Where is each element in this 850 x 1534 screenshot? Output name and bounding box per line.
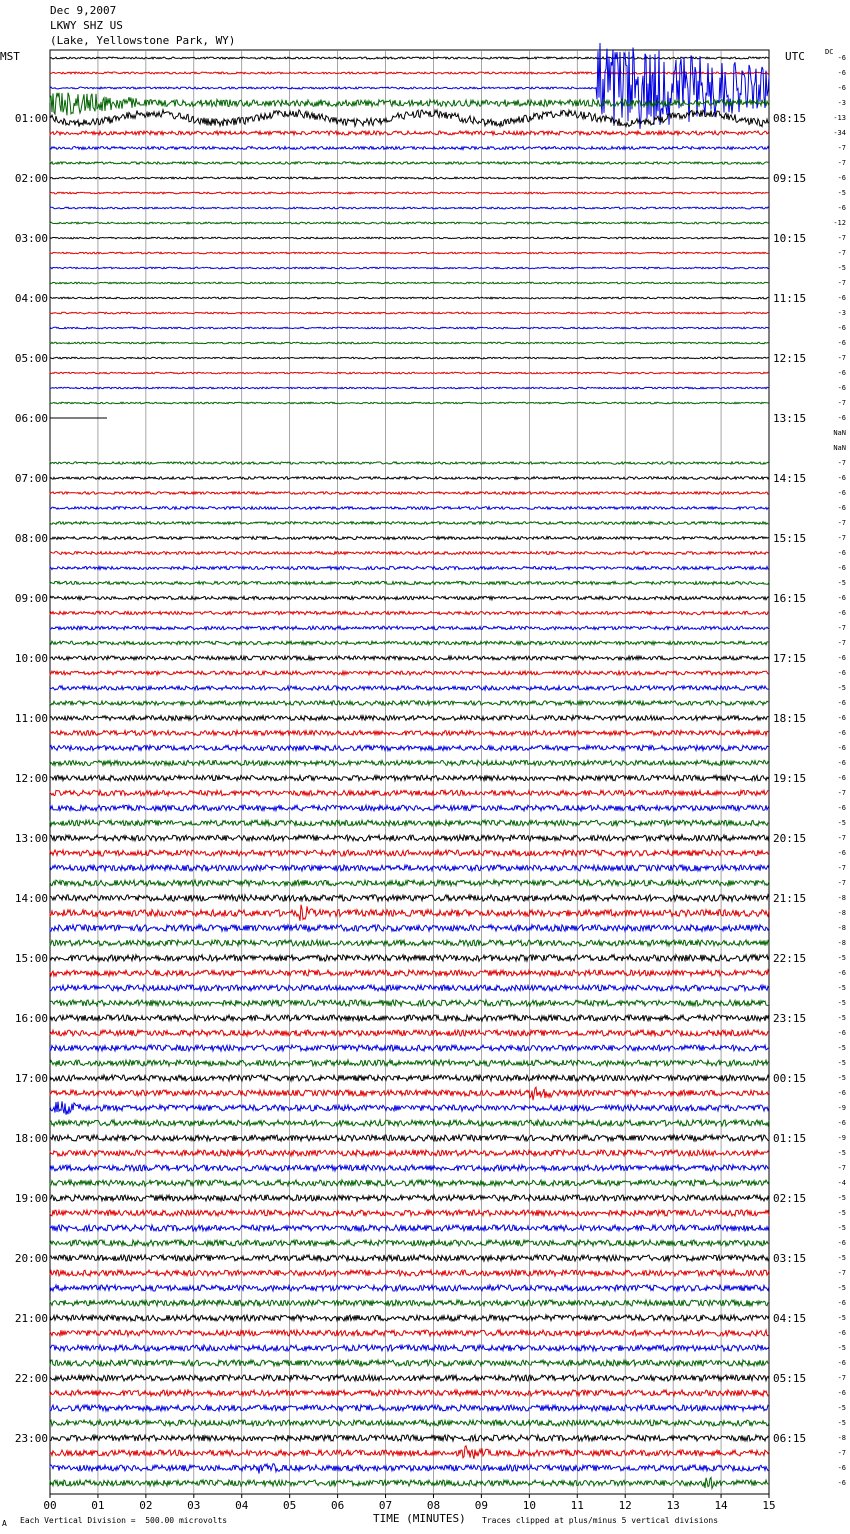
- left-hour-label: 22:00: [14, 1372, 48, 1385]
- scale-note: Each Vertical Division = 500.00 microvolts: [20, 1516, 228, 1525]
- row-offset-label: -6: [837, 669, 846, 677]
- seismic-trace: [50, 1150, 769, 1156]
- left-hour-label: 13:00: [14, 832, 48, 845]
- row-offset-label: -7: [837, 279, 846, 287]
- row-offset-label: -6: [837, 384, 846, 392]
- seismic-trace: [50, 1165, 769, 1171]
- row-offset-label: -7: [837, 354, 846, 362]
- seismic-trace: [50, 671, 769, 675]
- row-offset-label: -5: [837, 999, 846, 1007]
- x-tick-label: 03: [187, 1499, 201, 1512]
- x-tick-label: 14: [714, 1499, 728, 1512]
- row-offset-label: -6: [837, 1329, 846, 1337]
- row-offset-label: -7: [837, 1374, 846, 1382]
- row-offset-label: -5: [837, 1149, 846, 1157]
- seismic-trace: [50, 805, 769, 811]
- row-offset-label: -7: [837, 879, 846, 887]
- row-offset-label: -9: [837, 1104, 846, 1112]
- row-offset-label: -6: [837, 54, 846, 62]
- row-offset-label: -6: [837, 804, 846, 812]
- row-offset-label: -4: [837, 1179, 846, 1187]
- row-offset-label: -6: [837, 714, 846, 722]
- row-offset-label: -6: [837, 69, 846, 77]
- seismic-trace: [50, 880, 769, 886]
- right-hour-label: 03:15: [773, 1252, 807, 1265]
- row-offset-label: -5: [837, 1404, 846, 1412]
- seismic-trace: [50, 611, 769, 614]
- seismic-trace: [50, 905, 769, 921]
- seismic-trace: [50, 1300, 769, 1306]
- row-offset-label: -6: [837, 1479, 846, 1487]
- row-offset-label: -6: [837, 609, 846, 617]
- x-tick-label: 15: [762, 1499, 776, 1512]
- seismic-trace: [50, 72, 769, 74]
- row-offset-label: -6: [837, 1089, 846, 1097]
- seismic-trace: [50, 1087, 769, 1100]
- row-offset-label: -8: [837, 909, 846, 917]
- seismic-trace: [50, 641, 769, 645]
- row-offset-label: -6: [837, 489, 846, 497]
- left-hour-label: 06:00: [14, 412, 48, 425]
- x-tick-label: 11: [570, 1499, 584, 1512]
- left-hour-label: 21:00: [14, 1312, 48, 1325]
- right-hour-label: 14:15: [773, 472, 807, 485]
- left-hour-label: 03:00: [14, 232, 48, 245]
- row-offset-label: -6: [837, 84, 846, 92]
- row-offset-label: -6: [837, 504, 846, 512]
- row-offset-label: -7: [837, 639, 846, 647]
- seismic-trace: [50, 1478, 769, 1489]
- row-offset-label: -3: [837, 99, 846, 107]
- row-offset-label: -9: [837, 1134, 846, 1142]
- left-hour-label: 08:00: [14, 532, 48, 545]
- seismic-trace: [50, 462, 769, 464]
- seismic-trace: [50, 357, 769, 359]
- row-offset-label: -5: [837, 189, 846, 197]
- row-offset-label: -5: [837, 1284, 846, 1292]
- right-hour-label: 01:15: [773, 1132, 807, 1145]
- seismic-trace: [50, 1045, 769, 1051]
- seismic-trace: [50, 1345, 769, 1351]
- row-offset-label: -6: [837, 594, 846, 602]
- row-offset-label: -6: [837, 339, 846, 347]
- right-hour-label: 04:15: [773, 1312, 807, 1325]
- row-offset-label: -7: [837, 1449, 846, 1457]
- x-axis-title: TIME (MINUTES): [373, 1512, 466, 1525]
- seismic-trace: [50, 760, 769, 765]
- seismic-trace: [50, 402, 769, 404]
- plot-frame: [50, 50, 769, 1494]
- seismic-trace: [50, 207, 769, 209]
- row-offset-label: -3: [837, 309, 846, 317]
- seismic-trace: [50, 865, 769, 871]
- seismic-trace: [50, 552, 769, 555]
- seismic-trace: [50, 387, 769, 389]
- seismic-trace: [50, 1270, 769, 1276]
- seismic-trace: [50, 1101, 769, 1114]
- left-hour-label: 11:00: [14, 712, 48, 725]
- seismic-trace: [50, 1120, 769, 1126]
- row-offset-label: -6: [837, 414, 846, 422]
- x-tick-label: 12: [618, 1499, 632, 1512]
- seismic-trace: [50, 1060, 769, 1066]
- seismic-trace: [50, 1375, 769, 1381]
- seismic-trace: [50, 327, 769, 329]
- left-hour-label: 19:00: [14, 1192, 48, 1205]
- right-hour-label: 11:15: [773, 292, 807, 305]
- x-tick-label: 05: [283, 1499, 297, 1512]
- row-offset-label: -7: [837, 624, 846, 632]
- seismic-trace: [50, 775, 769, 780]
- row-offset-label: -6: [837, 654, 846, 662]
- row-offset-label: -6: [837, 729, 846, 737]
- row-offset-label: -7: [837, 159, 846, 167]
- row-offset-label: -6: [837, 849, 846, 857]
- left-hour-label: 01:00: [14, 112, 48, 125]
- left-hour-label: 09:00: [14, 592, 48, 605]
- row-offset-label: -7: [837, 834, 846, 842]
- seismic-trace: [50, 282, 769, 284]
- seismic-trace: [50, 267, 769, 269]
- right-hour-label: 00:15: [773, 1072, 807, 1085]
- right-hour-label: 20:15: [773, 832, 807, 845]
- row-offset-label: -5: [837, 1194, 846, 1202]
- row-offset-label: -5: [837, 1059, 846, 1067]
- seismic-trace: [50, 716, 769, 721]
- seismic-trace: [50, 1075, 769, 1081]
- seismic-trace: [50, 656, 769, 660]
- x-tick-label: 10: [522, 1499, 536, 1512]
- row-offset-label: -6: [837, 699, 846, 707]
- seismic-trace: [50, 147, 769, 150]
- seismic-trace: [50, 1225, 769, 1231]
- left-hour-label: 17:00: [14, 1072, 48, 1085]
- right-hour-label: 22:15: [773, 952, 807, 965]
- row-offset-label: -7: [837, 399, 846, 407]
- row-offset-label: -5: [837, 1074, 846, 1082]
- right-hour-label: 06:15: [773, 1432, 807, 1445]
- left-timezone-label: MST: [0, 50, 20, 63]
- right-timezone-label: UTC: [785, 50, 805, 63]
- right-hour-label: 12:15: [773, 352, 807, 365]
- right-hour-label: 13:15: [773, 412, 807, 425]
- row-offset-label: -7: [837, 864, 846, 872]
- right-hour-label: 02:15: [773, 1192, 807, 1205]
- x-tick-label: 01: [91, 1499, 105, 1512]
- row-offset-label: -6: [837, 1359, 846, 1367]
- seismic-trace: [50, 940, 769, 946]
- seismic-trace: [50, 820, 769, 826]
- row-offset-label: -6: [837, 1119, 846, 1127]
- seismic-trace: [50, 1464, 769, 1474]
- left-hour-label: 14:00: [14, 892, 48, 905]
- seismic-trace: [50, 1180, 769, 1186]
- right-hour-label: 19:15: [773, 772, 807, 785]
- seismic-trace: [50, 790, 769, 795]
- seismic-trace: [50, 1195, 769, 1201]
- row-offset-label: -6: [837, 759, 846, 767]
- left-hour-label: 23:00: [14, 1432, 48, 1445]
- right-hour-label: 09:15: [773, 172, 807, 185]
- row-offset-label: -6: [837, 174, 846, 182]
- seismic-trace: [50, 1420, 769, 1426]
- row-offset-label: -7: [837, 789, 846, 797]
- seismic-trace: [50, 1390, 769, 1396]
- seismic-trace: [50, 626, 769, 630]
- right-hour-label: 18:15: [773, 712, 807, 725]
- row-offset-label: -7: [837, 234, 846, 242]
- x-tick-label: 06: [330, 1499, 345, 1512]
- row-offset-label: -12: [833, 219, 846, 227]
- seismic-trace: [50, 596, 769, 599]
- row-offset-label: -7: [837, 144, 846, 152]
- seismic-trace: [50, 970, 769, 976]
- left-hour-label: 10:00: [14, 652, 48, 665]
- x-tick-label: 08: [426, 1499, 441, 1512]
- seismic-trace: [50, 1015, 769, 1021]
- seismic-trace: [50, 1255, 769, 1261]
- seismic-trace: [50, 477, 769, 480]
- row-offset-label: -5: [837, 954, 846, 962]
- row-offset-label: -5: [837, 1014, 846, 1022]
- seismic-trace: [50, 1435, 769, 1441]
- seismic-trace: [50, 1405, 769, 1411]
- seismic-trace: [50, 1446, 769, 1459]
- right-hour-label: 05:15: [773, 1372, 807, 1385]
- seismic-trace: [50, 492, 769, 495]
- seismic-trace: [50, 686, 769, 690]
- row-offset-label: -6: [837, 744, 846, 752]
- seismic-trace: [50, 1360, 769, 1366]
- row-offset-label: -6: [837, 1299, 846, 1307]
- left-hour-label: 20:00: [14, 1252, 48, 1265]
- row-offset-label: -7: [837, 459, 846, 467]
- row-offset-label: -6: [837, 1029, 846, 1037]
- row-offset-label: -6: [837, 564, 846, 572]
- seismic-trace: [50, 955, 769, 961]
- row-offset-label: -5: [837, 1209, 846, 1217]
- row-offset-label: -6: [837, 1389, 846, 1397]
- seismic-trace: [50, 1315, 769, 1321]
- seismic-trace: [50, 522, 769, 525]
- seismic-trace: [50, 312, 769, 314]
- seismic-trace: [50, 581, 769, 584]
- row-offset-label: -5: [837, 264, 846, 272]
- row-offset-label: -7: [837, 1269, 846, 1277]
- seismic-trace: [50, 1135, 769, 1141]
- x-tick-label: 02: [139, 1499, 153, 1512]
- seismic-trace: [50, 177, 769, 179]
- seismic-trace: [50, 131, 769, 135]
- right-hour-label: 17:15: [773, 652, 807, 665]
- left-hour-label: 02:00: [14, 172, 48, 185]
- row-offset-label: -7: [837, 1164, 846, 1172]
- row-offset-label: -5: [837, 984, 846, 992]
- seismic-trace: [50, 57, 769, 59]
- row-offset-label: -6: [837, 969, 846, 977]
- seismic-trace: [50, 1330, 769, 1336]
- row-offset-label: -7: [837, 534, 846, 542]
- row-offset-label: -5: [837, 1344, 846, 1352]
- x-tick-label: 07: [378, 1499, 393, 1512]
- seismic-trace: [50, 985, 769, 991]
- row-offset-label: -7: [837, 519, 846, 527]
- left-hour-label: 05:00: [14, 352, 48, 365]
- row-offset-label: -8: [837, 1434, 846, 1442]
- right-hour-label: 08:15: [773, 112, 807, 125]
- record-date: Dec 9,2007: [50, 4, 117, 17]
- row-offset-label: -5: [837, 1314, 846, 1322]
- seismic-trace: [50, 237, 769, 239]
- left-hour-label: 12:00: [14, 772, 48, 785]
- row-offset-label: NaN: [833, 444, 846, 452]
- row-offset-label: NaN: [833, 429, 846, 437]
- right-hour-label: 16:15: [773, 592, 807, 605]
- seismic-trace: [50, 566, 769, 569]
- seismic-trace: [50, 1030, 769, 1036]
- seismic-trace: [50, 222, 769, 224]
- row-offset-label: -6: [837, 774, 846, 782]
- left-hour-label: 04:00: [14, 292, 48, 305]
- seismic-trace: [50, 507, 769, 510]
- left-hour-label: 18:00: [14, 1132, 48, 1145]
- seismic-trace: [50, 1285, 769, 1291]
- row-offset-label: -6: [837, 204, 846, 212]
- seismic-trace: [50, 297, 769, 299]
- left-hour-label: 07:00: [14, 472, 48, 485]
- row-offset-label: -34: [833, 129, 846, 137]
- corner-mark: A: [2, 1519, 7, 1528]
- seismic-trace: [50, 895, 769, 901]
- station-location: (Lake, Yellowstone Park, WY): [50, 34, 236, 47]
- row-offset-label: -5: [837, 579, 846, 587]
- seismic-trace: [50, 925, 769, 931]
- row-offset-label: -6: [837, 1464, 846, 1472]
- left-hour-label: 15:00: [14, 952, 48, 965]
- seismic-trace: [50, 835, 769, 841]
- row-offset-label: -5: [837, 1044, 846, 1052]
- seismic-trace: [50, 1240, 769, 1246]
- seismic-trace: [50, 731, 769, 736]
- seismic-trace: [50, 745, 769, 750]
- station-code: LKWY SHZ US: [50, 19, 123, 32]
- x-tick-label: 04: [235, 1499, 249, 1512]
- seismic-trace: [50, 850, 769, 856]
- row-offset-label: -13: [833, 114, 846, 122]
- seismic-trace: [50, 1210, 769, 1216]
- row-offset-label: -8: [837, 939, 846, 947]
- x-tick-label: 00: [43, 1499, 57, 1512]
- seismic-trace: [50, 537, 769, 540]
- clip-note: Traces clipped at plus/minus 5 vertical divisions: [482, 1516, 719, 1525]
- row-offset-label: -5: [837, 1419, 846, 1427]
- left-hour-label: 16:00: [14, 1012, 48, 1025]
- row-offset-label: -5: [837, 819, 846, 827]
- row-offset-label: -5: [837, 684, 846, 692]
- row-offset-label: -7: [837, 249, 846, 257]
- row-offset-label: -6: [837, 1239, 846, 1247]
- x-tick-label: 09: [474, 1499, 489, 1512]
- row-offset-label: -5: [837, 1254, 846, 1262]
- seismic-trace: [50, 701, 769, 705]
- row-offset-label: -8: [837, 894, 846, 902]
- dc-offset-label: DC: [825, 48, 834, 56]
- right-hour-label: 10:15: [773, 232, 807, 245]
- row-offset-label: -6: [837, 324, 846, 332]
- row-offset-label: -6: [837, 474, 846, 482]
- x-tick-label: 13: [666, 1499, 680, 1512]
- row-offset-label: -8: [837, 924, 846, 932]
- seismic-trace: [50, 1000, 769, 1006]
- seismic-trace: [50, 372, 769, 374]
- seismic-trace: [50, 342, 769, 344]
- seismic-trace: [50, 252, 769, 254]
- row-offset-label: -6: [837, 549, 846, 557]
- row-offset-label: -6: [837, 369, 846, 377]
- right-hour-label: 23:15: [773, 1012, 807, 1025]
- right-hour-label: 21:15: [773, 892, 807, 905]
- row-offset-label: -5: [837, 1224, 846, 1232]
- row-offset-label: -6: [837, 294, 846, 302]
- right-hour-label: 15:15: [773, 532, 807, 545]
- seismic-trace: [50, 162, 769, 164]
- seismic-trace: [50, 192, 769, 194]
